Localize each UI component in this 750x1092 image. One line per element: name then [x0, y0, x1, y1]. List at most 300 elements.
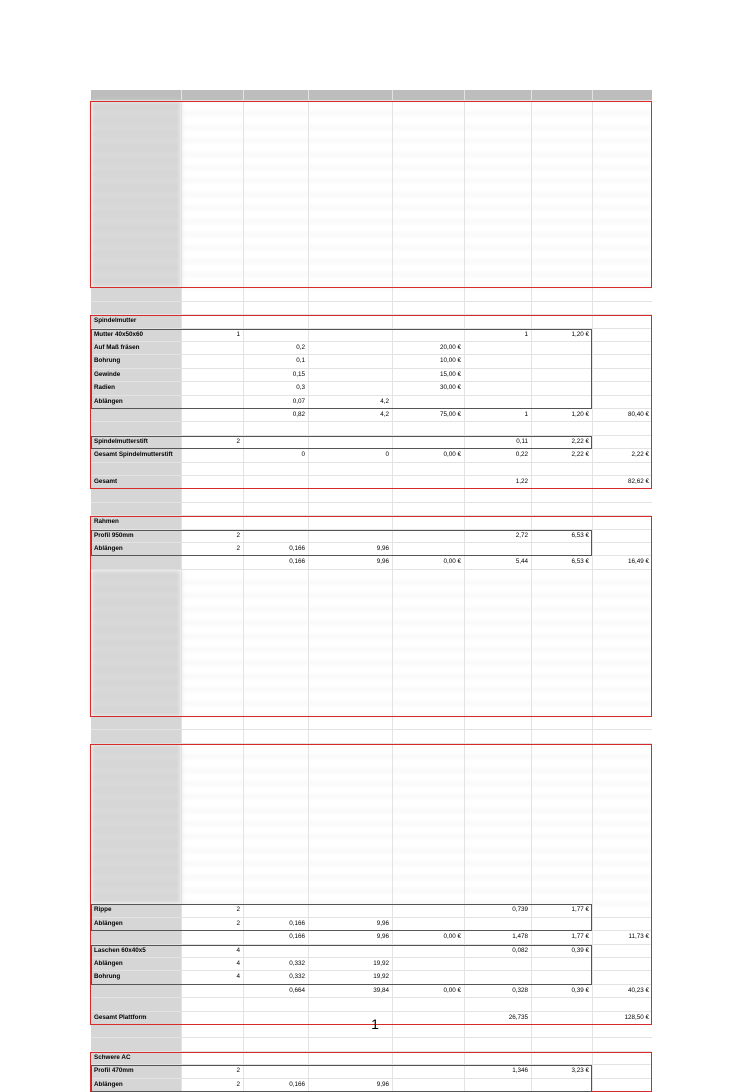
grid-line: [181, 90, 182, 1092]
cell-value: [392, 690, 464, 702]
cell-value: [464, 744, 531, 756]
cell-value: [592, 878, 652, 890]
row-label: [91, 757, 181, 769]
cell-value: [531, 208, 592, 220]
cell-value: [243, 864, 308, 876]
cell-value: [243, 824, 308, 836]
cell-value: [392, 891, 464, 903]
table-row: [91, 262, 652, 275]
cell-value: [243, 837, 308, 849]
cell-value: 82,62 €: [627, 477, 649, 485]
row-label: [91, 931, 181, 943]
cell-value: [531, 422, 592, 434]
row-label: Mutter 40x50x60: [91, 329, 181, 341]
cell-value: [181, 101, 243, 113]
cell-value: [392, 663, 464, 675]
row-label: [91, 985, 181, 997]
table-row: [91, 690, 652, 703]
table-row: [91, 436, 652, 449]
cell-value: [308, 530, 392, 542]
cell-value: [392, 904, 464, 916]
cell-value: 0,39 €: [571, 946, 589, 954]
cell-value: [181, 422, 243, 434]
row-label: [91, 262, 181, 274]
cell-value: 2,72: [515, 531, 528, 539]
spacer-row: [91, 1038, 652, 1051]
row-label: [91, 181, 181, 193]
cell-value: [308, 851, 392, 863]
cell-value: [392, 516, 464, 528]
cell-value: [308, 677, 392, 689]
spacer-row: [91, 302, 652, 315]
cell-value: [181, 463, 243, 475]
cell-value: [592, 623, 652, 635]
table-row: [91, 744, 652, 757]
table-row: [91, 570, 652, 583]
cell-value: [392, 181, 464, 193]
row-label: [91, 650, 181, 662]
row-label: [91, 623, 181, 635]
cell-value: [392, 141, 464, 153]
cell-value: [592, 570, 652, 582]
table-row: [91, 583, 652, 596]
cell-value: [592, 677, 652, 689]
table-row: [91, 181, 652, 194]
cell-value: [243, 610, 308, 622]
table-row: [91, 784, 652, 797]
cell-value: [592, 208, 652, 220]
cell-value: [308, 945, 392, 957]
cell-value: 1,77 €: [571, 933, 589, 941]
cell-value: [392, 530, 464, 542]
table-row: [91, 369, 652, 382]
cell-value: [392, 168, 464, 180]
page-number: 1: [371, 1016, 379, 1032]
cell-value: [181, 837, 243, 849]
cell-value: [464, 195, 531, 207]
cell-value: [308, 610, 392, 622]
cell-value: [243, 262, 308, 274]
cell-value: [181, 690, 243, 702]
cell-value: [464, 864, 531, 876]
cell-value: 2,22 €: [571, 451, 589, 459]
row-label: [91, 155, 181, 167]
table-row: [91, 637, 652, 650]
row-label: Profil 950mm: [91, 530, 181, 542]
cell-value: [243, 891, 308, 903]
cell-value: [592, 248, 652, 260]
cell-value: 0,15: [292, 370, 305, 378]
cell-value: [243, 222, 308, 234]
cell-value: [464, 369, 531, 381]
cell-value: [243, 1065, 308, 1077]
cell-value: [392, 811, 464, 823]
table-row: [91, 530, 652, 543]
row-label: Auf Maß fräsen: [91, 342, 181, 354]
cell-value: [464, 168, 531, 180]
cell-value: 4,2: [380, 410, 389, 418]
cell-value: [243, 275, 308, 287]
cell-value: [464, 637, 531, 649]
cell-value: 2: [236, 919, 240, 927]
cell-value: 80,40 €: [627, 410, 649, 418]
table-row: [91, 463, 652, 476]
table-row: [91, 101, 652, 114]
cell-value: [243, 141, 308, 153]
cell-value: [464, 181, 531, 193]
section-spindelmutter: [91, 315, 652, 489]
cell-value: [181, 114, 243, 126]
cell-value: 0,11: [516, 437, 528, 445]
row-label: [91, 784, 181, 796]
cell-value: [308, 744, 392, 756]
row-label: Bohrung: [91, 971, 181, 983]
cell-value: [243, 128, 308, 140]
row-label: [91, 690, 181, 702]
cell-value: [243, 422, 308, 434]
table-row: [91, 342, 652, 355]
table-row: [91, 771, 652, 784]
row-label: [91, 570, 181, 582]
cell-value: [531, 128, 592, 140]
cell-value: [531, 663, 592, 675]
table-row: [91, 516, 652, 529]
cell-value: 0,00 €: [443, 933, 461, 941]
cell-value: [181, 623, 243, 635]
cell-value: [243, 744, 308, 756]
table-row: [91, 422, 652, 435]
cell-value: [592, 1052, 652, 1064]
table-row: [91, 797, 652, 810]
cell-value: [392, 422, 464, 434]
cell-value: [392, 463, 464, 475]
cell-value: [592, 530, 652, 542]
cell-value: [592, 422, 652, 434]
cell-value: [592, 771, 652, 783]
cell-value: [392, 1079, 464, 1091]
cell-value: [308, 436, 392, 448]
cell-value: [181, 128, 243, 140]
cell-value: [531, 168, 592, 180]
cell-value: 0,00 €: [443, 558, 461, 566]
cell-value: 6,53 €: [571, 558, 589, 566]
cell-value: [392, 543, 464, 555]
cell-value: [308, 891, 392, 903]
cell-value: [308, 583, 392, 595]
cell-value: [243, 235, 308, 247]
cell-value: [531, 797, 592, 809]
cell-value: [464, 396, 531, 408]
cell-value: [243, 155, 308, 167]
cell-value: [392, 128, 464, 140]
table-body: [91, 101, 652, 1092]
cell-value: [531, 596, 592, 608]
cell-value: [592, 650, 652, 662]
row-label: Profil 470mm: [91, 1065, 181, 1077]
cell-value: 0,332: [289, 973, 305, 981]
cell-value: [392, 797, 464, 809]
cell-value: 0,166: [289, 1080, 305, 1088]
cell-value: [308, 864, 392, 876]
cell-value: [181, 369, 243, 381]
cell-value: [531, 650, 592, 662]
cell-value: [464, 1079, 531, 1091]
row-label: [91, 864, 181, 876]
cell-value: 128,50 €: [624, 1013, 649, 1021]
cell-value: [181, 771, 243, 783]
cell-value: [181, 677, 243, 689]
cell-value: [308, 824, 392, 836]
cell-value: [464, 837, 531, 849]
cell-value: 1,22: [515, 477, 528, 485]
cell-value: [592, 396, 652, 408]
cell-value: 2: [236, 1080, 240, 1088]
row-label: Gesamt: [91, 476, 181, 488]
cell-value: [392, 262, 464, 274]
row-label: [91, 771, 181, 783]
cell-value: [464, 114, 531, 126]
cell-value: [464, 543, 531, 555]
table-row: [91, 396, 652, 409]
cell-value: [464, 891, 531, 903]
cell-value: [181, 516, 243, 528]
table-row: [91, 141, 652, 154]
cell-value: [392, 824, 464, 836]
cell-value: [181, 757, 243, 769]
cell-value: [181, 355, 243, 367]
cell-value: [531, 396, 592, 408]
table-row: [91, 904, 652, 917]
cell-value: [243, 690, 308, 702]
table-row: [91, 824, 652, 837]
cell-value: [392, 998, 464, 1010]
cell-value: [592, 596, 652, 608]
cell-value: [243, 315, 308, 327]
section-plattform: [91, 904, 652, 1025]
cell-value: [531, 864, 592, 876]
cell-value: [308, 222, 392, 234]
table-row: [91, 382, 652, 395]
table-row: [91, 878, 652, 891]
cell-value: 2: [236, 531, 240, 539]
cell-value: [243, 248, 308, 260]
cell-value: [181, 744, 243, 756]
cell-value: 0,166: [289, 544, 305, 552]
cell-value: [531, 583, 592, 595]
cell-value: 0,1: [296, 357, 305, 365]
cell-value: [392, 208, 464, 220]
cell-value: [243, 530, 308, 542]
cell-value: [531, 851, 592, 863]
cell-value: [181, 556, 243, 568]
cell-value: [243, 436, 308, 448]
table-row: [91, 864, 652, 877]
row-label: [91, 811, 181, 823]
cell-value: [464, 811, 531, 823]
cell-value: [308, 329, 392, 341]
cell-value: [308, 168, 392, 180]
cell-value: [392, 1052, 464, 1064]
table-row: [91, 623, 652, 636]
row-label: [91, 663, 181, 675]
cell-value: [464, 610, 531, 622]
cell-value: 0,332: [289, 960, 305, 967]
cell-value: [392, 155, 464, 167]
table-row: [91, 315, 652, 328]
row-label: [91, 463, 181, 475]
cell-value: 1,346: [512, 1067, 528, 1075]
row-label: Gesamt Spindelmutterstift: [91, 449, 181, 461]
cell-value: [181, 262, 243, 274]
cell-value: 0: [385, 451, 389, 459]
cell-value: [181, 931, 243, 943]
cell-value: [308, 315, 392, 327]
table-row: [91, 610, 652, 623]
cell-value: [464, 570, 531, 582]
cell-value: [464, 704, 531, 716]
cell-value: [308, 998, 392, 1010]
cell-value: 0,22: [515, 451, 528, 459]
cell-value: [392, 851, 464, 863]
row-label: [91, 824, 181, 836]
cell-value: [243, 583, 308, 595]
cell-value: 11,73 €: [628, 933, 649, 941]
cell-value: [392, 677, 464, 689]
cell-value: [308, 342, 392, 354]
row-label: [91, 744, 181, 756]
cell-value: [308, 235, 392, 247]
cell-value: [464, 797, 531, 809]
cell-value: [181, 784, 243, 796]
cell-value: [308, 262, 392, 274]
cell-value: [181, 1052, 243, 1064]
cell-value: [243, 114, 308, 126]
cell-value: [592, 101, 652, 113]
cell-value: [181, 315, 243, 327]
cell-value: [392, 222, 464, 234]
cell-value: 0,739: [512, 906, 528, 914]
cell-value: 0,664: [289, 986, 305, 994]
table-row: [91, 476, 652, 489]
cell-value: [392, 784, 464, 796]
cell-value: [592, 222, 652, 234]
row-label: Gesamt Plattform: [91, 1012, 181, 1024]
cell-value: [308, 784, 392, 796]
cell-value: 9,96: [376, 919, 389, 927]
cell-value: [592, 463, 652, 475]
cell-value: 4,2: [380, 397, 389, 405]
cell-value: [531, 114, 592, 126]
cell-value: [392, 248, 464, 260]
cell-value: [392, 958, 464, 970]
cell-value: [531, 690, 592, 702]
cell-value: [392, 329, 464, 341]
spacer-row: [91, 730, 652, 743]
table-row: [91, 851, 652, 864]
table-row: [91, 275, 652, 288]
table-row: [91, 235, 652, 248]
cell-value: [592, 355, 652, 367]
cell-value: [181, 181, 243, 193]
cell-value: [592, 637, 652, 649]
cell-value: 2,22 €: [631, 451, 649, 459]
row-label: [91, 998, 181, 1010]
cell-value: [531, 195, 592, 207]
cell-value: 2,22 €: [571, 437, 589, 445]
row-label: Rippe: [91, 904, 181, 916]
cell-value: [464, 463, 531, 475]
cell-value: [243, 757, 308, 769]
table-row: [91, 355, 652, 368]
cell-value: 0,00 €: [443, 986, 461, 994]
cell-value: [181, 141, 243, 153]
cell-value: [392, 650, 464, 662]
cell-value: 9,96: [376, 558, 389, 566]
cell-value: [308, 208, 392, 220]
cell-value: 39,84: [373, 986, 389, 994]
cell-value: [243, 463, 308, 475]
cell-value: [464, 235, 531, 247]
table-row: [91, 208, 652, 221]
grid-line: [243, 90, 244, 1092]
cell-value: [592, 918, 652, 930]
cell-value: [592, 824, 652, 836]
cell-value: 6,53 €: [571, 531, 589, 539]
cell-value: 0,39 €: [571, 986, 589, 994]
table-row: [91, 1065, 652, 1078]
cell-value: [392, 396, 464, 408]
cell-value: [243, 476, 308, 488]
cell-value: [531, 757, 592, 769]
cell-value: [308, 476, 392, 488]
cell-value: [243, 1052, 308, 1064]
cell-value: [592, 784, 652, 796]
cell-value: [392, 864, 464, 876]
cell-value: [531, 181, 592, 193]
grid-line: [592, 90, 593, 1092]
cell-value: [308, 704, 392, 716]
table-row: [91, 650, 652, 663]
cell-value: [181, 248, 243, 260]
cell-value: [243, 878, 308, 890]
cell-value: [392, 275, 464, 287]
cell-value: [464, 222, 531, 234]
row-label: [91, 208, 181, 220]
spacer-row: [91, 717, 652, 730]
cell-value: [592, 262, 652, 274]
cell-value: [392, 971, 464, 983]
cell-value: [592, 757, 652, 769]
cell-value: [181, 222, 243, 234]
cell-value: [592, 864, 652, 876]
cell-value: [592, 195, 652, 207]
cell-value: [308, 155, 392, 167]
cell-value: [308, 101, 392, 113]
cell-value: [531, 463, 592, 475]
cell-value: [392, 476, 464, 488]
cell-value: [181, 998, 243, 1010]
table-row: [91, 195, 652, 208]
cell-value: [592, 610, 652, 622]
cell-value: [464, 757, 531, 769]
table-row: [91, 757, 652, 770]
cell-value: 5,44: [515, 558, 528, 566]
table-row: [91, 704, 652, 717]
cell-value: [464, 971, 531, 983]
cell-value: 16,49 €: [627, 558, 649, 566]
cell-value: [181, 583, 243, 595]
cell-value: [464, 248, 531, 260]
